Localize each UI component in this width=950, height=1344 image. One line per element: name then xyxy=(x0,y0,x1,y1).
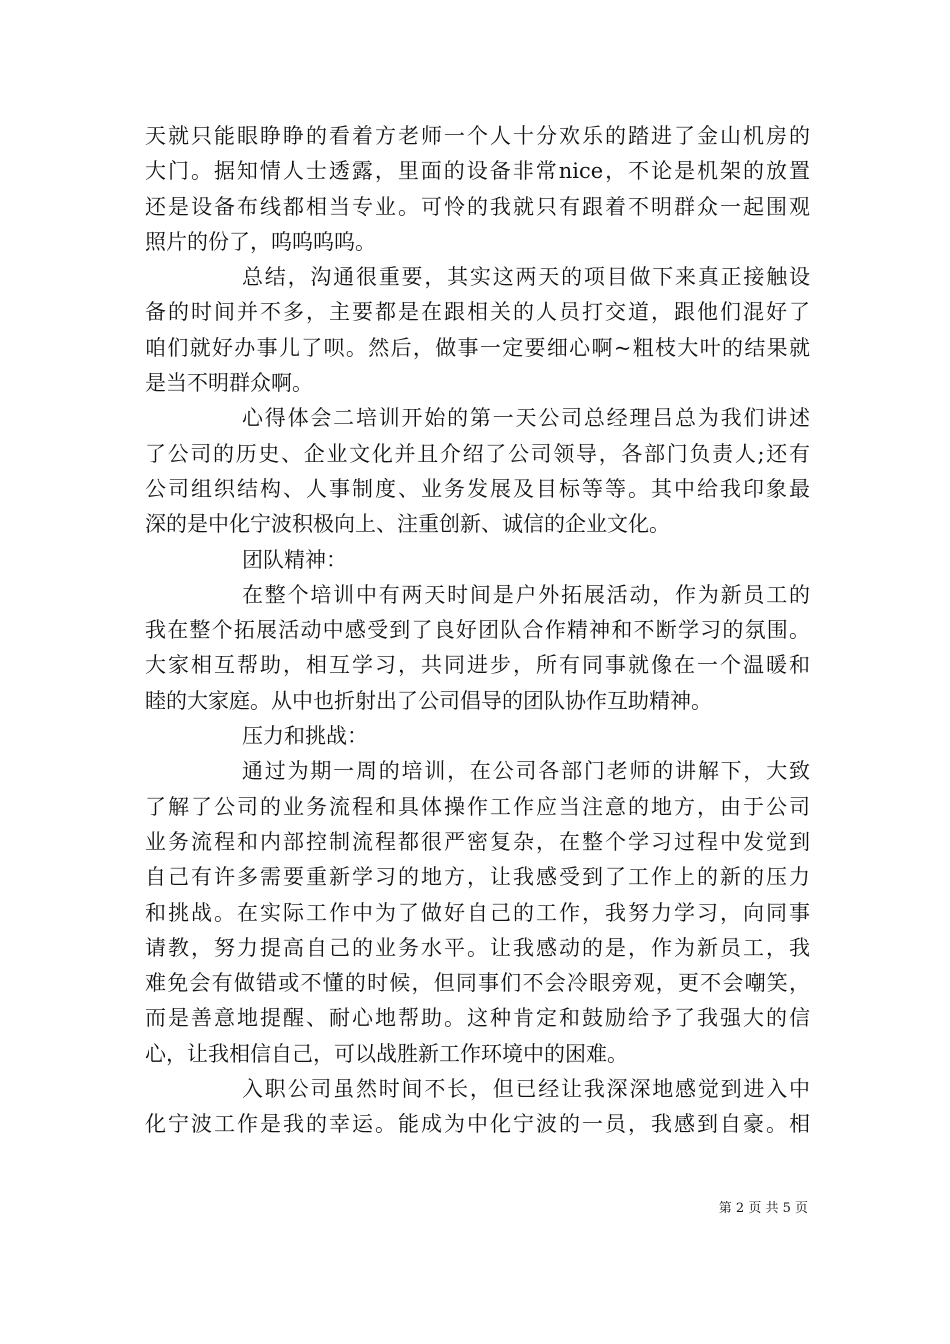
paragraph-first-line: 心得体会二培训开始的第一天公司总经理吕总为我们讲述 xyxy=(242,406,810,431)
text-line: 了公司的历史、企业文化并且介绍了公司领导，各部门负责人;还有 xyxy=(145,441,810,466)
text-line: 睦的大家庭。从中也折射出了公司倡导的团队协作互助精神。 xyxy=(145,688,712,713)
text-line: 照片的份了，呜呜呜呜。 xyxy=(145,229,376,254)
text-line: 化宁波工作是我的幸运。能成为中化宁波的一员，我感到自豪。相 xyxy=(145,1112,810,1137)
text-line: 还是设备布线都相当专业。可怜的我就只有跟着不明群众一起围观 xyxy=(145,194,810,219)
text-line: 公司组织结构、人事制度、业务发展及目标等等。其中给我印象最 xyxy=(145,476,810,501)
text-line: 大家相互帮助，相互学习，共同进步，所有同事就像在一个温暖和 xyxy=(145,653,810,678)
text-line: 和挑战。在实际工作中为了做好自己的工作，我努力学习，向同事 xyxy=(145,900,810,925)
page-number: 第 2 页 共 5 页 xyxy=(718,1201,808,1216)
text-line: 备的时间并不多，主要都是在跟相关的人员打交道，跟他们混好了 xyxy=(145,300,810,325)
text-line: 而是善意地提醒、耐心地帮助。这种肯定和鼓励给予了我强大的信 xyxy=(145,1006,810,1031)
text-line: 自己有许多需要重新学习的地方，让我感受到了工作上的新的压力 xyxy=(145,865,810,890)
paragraph-first-line: 总结，沟通很重要，其实这两天的项目做下来真正接触设 xyxy=(242,265,810,290)
paragraph-first-line: 通过为期一周的培训，在公司各部门老师的讲解下，大致 xyxy=(242,759,810,784)
section-heading: 团队精神： xyxy=(242,547,347,572)
text-line: 请教，努力提高自己的业务水平。让我感动的是，作为新员工，我 xyxy=(145,935,810,960)
text-line: 大门。据知情人士透露，里面的设备非常nice，不论是机架的放置 xyxy=(145,159,810,184)
text-line: 咱们就好办事儿了呗。然后，做事一定要细心啊~粗枝大叶的结果就 xyxy=(145,335,810,360)
text-line: 难免会有做错或不懂的时候，但同事们不会冷眼旁观，更不会嘲笑， xyxy=(145,971,810,996)
paragraph-first-line: 入职公司虽然时间不长，但已经让我深深地感觉到进入中 xyxy=(242,1077,810,1102)
text-line: 了解了公司的业务流程和具体操作工作应当注意的地方，由于公司 xyxy=(145,794,810,819)
text-line: 我在整个拓展活动中感受到了良好团队合作精神和不断学习的氛围。 xyxy=(145,618,810,643)
text-line: 是当不明群众啊。 xyxy=(145,371,313,396)
text-line: 业务流程和内部控制流程都很严密复杂，在整个学习过程中发觉到 xyxy=(145,829,810,854)
text-line: 天就只能眼睁睁的看着方老师一个人十分欢乐的踏进了金山机房的 xyxy=(145,124,810,148)
text-line: 心，让我相信自己，可以战胜新工作环境中的困难。 xyxy=(145,1041,628,1066)
text-line: 深的是中化宁波积极向上、注重创新、诚信的企业文化。 xyxy=(145,512,670,537)
section-heading: 压力和挑战： xyxy=(242,724,368,749)
paragraph-first-line: 在整个培训中有两天时间是户外拓展活动，作为新员工的 xyxy=(242,582,810,607)
document-body xyxy=(145,119,810,1143)
